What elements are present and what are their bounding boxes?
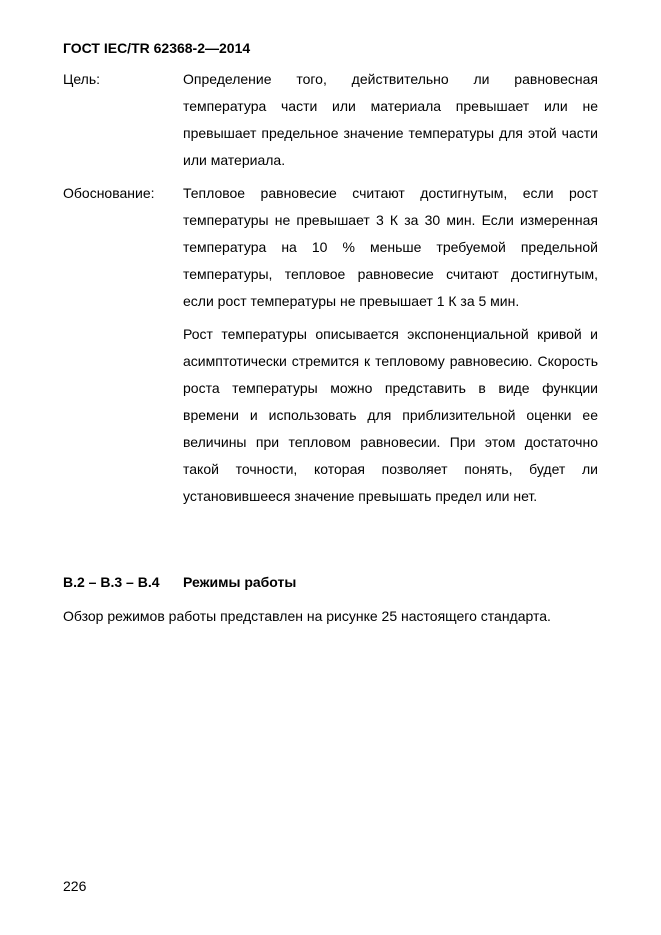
page-number: 226: [63, 878, 87, 894]
rationale-paragraph-1: Тепловое равновесие считают достигнутым, если рост температуры не превышает 3 К за 30 мин. Если измеренная температура на 10 % меньше требуемой предельной температуры, тепловое равновесие считают достигнутым, если рост температуры не превышает 1 К за 5 мин.: [183, 185, 598, 309]
section-heading: [63, 570, 598, 594]
rationale-label: Обоснование:: [63, 185, 155, 201]
goal-text: Определение того, действительно ли равновесная температура части или материала превышает или не превышает предельное значение температуры для этой части или материала.: [183, 71, 598, 168]
document-header: ГОСТ IEC/TR 62368-2—2014: [63, 40, 251, 56]
rationale-paragraph-2: Рост температуры описывается экспоненциальной кривой и асимптотически стремится к тепловому равновесию. Скорость роста температуры можно представить в виде функции времени и использовать для приблизительной оценки ее величины при тепловом равновесии. При этом достаточно такой точности, которая позволяет понять, будет ли установившееся значение превышать предел или нет.: [183, 326, 598, 504]
section-number: В.2 – В.3 – В.4: [63, 574, 160, 590]
goal-body: [183, 66, 598, 174]
rationale-body: [183, 180, 598, 510]
goal-label: Цель:: [63, 71, 101, 87]
intro-paragraph: Обзор режимов работы представлен на рисунке 25 настоящего стандарта.: [63, 608, 551, 624]
section-title: Режимы работы: [183, 574, 297, 590]
